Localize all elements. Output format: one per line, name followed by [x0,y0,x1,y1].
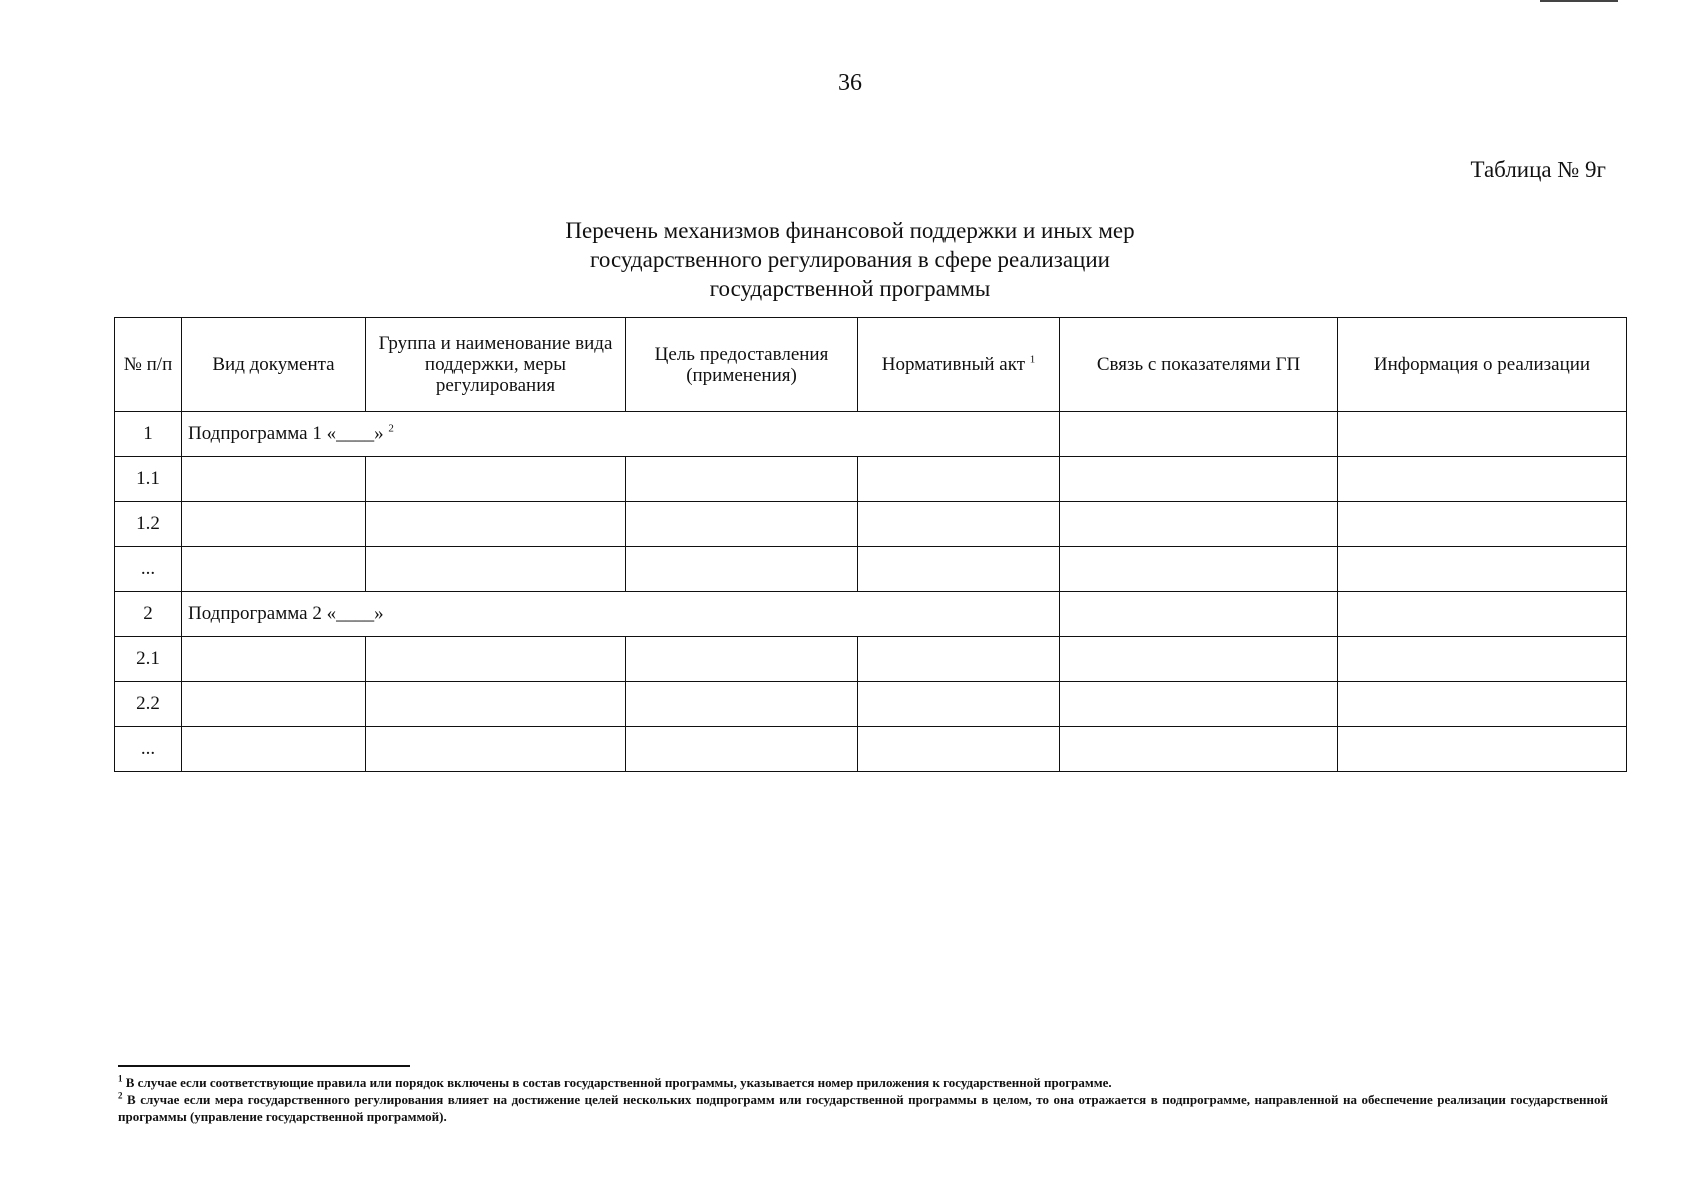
footnotes [118,1074,1608,1125]
header-cell-indicators: Связь с показателями ГП [1060,318,1338,412]
header-cell-purpose: Цель предоставления (применения) [626,318,858,412]
table-cell [366,502,626,547]
table-cell [1338,412,1627,457]
table-row [115,547,1627,592]
table-cell [366,547,626,592]
table-label: Таблица № 9г [1470,157,1606,182]
table-row [115,637,1627,682]
row-number: 2.1 [115,637,182,682]
table-cell [858,637,1060,682]
table-cell [1338,457,1627,502]
footnote-mark: 2 [118,1090,123,1101]
table-cell [1060,457,1338,502]
table-cell [366,457,626,502]
table-cell [626,502,858,547]
table-cell [1338,592,1627,637]
table-cell [182,727,366,772]
table-cell [182,682,366,727]
row-number: ... [115,547,182,592]
header-cell-document-type: Вид документа [182,318,366,412]
header-label: Нормативный акт [881,354,1026,375]
footnote-mark: 1 [118,1073,123,1084]
header-cell-number: № п/п [115,318,182,412]
table-cell [1060,547,1338,592]
table-cell [1060,592,1338,637]
table-row [115,682,1627,727]
footnote-separator [118,1065,410,1067]
subprogram-name: Подпрограмма 2 «____» [182,592,1060,637]
row-number: 1.1 [115,457,182,502]
table-cell [858,727,1060,772]
table-row [115,457,1627,502]
table-row [115,502,1627,547]
table-row [115,727,1627,772]
table-cell [626,682,858,727]
subprogram-label: Подпрограмма 1 «____» [188,423,384,444]
footnote [118,1091,1608,1125]
header-cell-support-group: Группа и наименование вида поддержки, меры регулирования [366,318,626,412]
corner-mark [1540,0,1618,2]
header-row [115,318,1627,412]
row-number: 2 [115,592,182,637]
table-cell [1060,727,1338,772]
table-cell [858,502,1060,547]
footnote-text: В случае если мера государственного регулирования влияет на достижение целей нескольких подпрограмм или государственной программы в целом, то она отражается в подпрограмме, направленной на обеспечение реализации государственной программы (управление государственной программой). [118,1092,1608,1124]
subprogram-name [182,412,1060,457]
table-cell [1338,502,1627,547]
table-cell [1338,727,1627,772]
table-cell [626,547,858,592]
subprogram-row [115,412,1627,457]
table-cell [1060,502,1338,547]
row-number: 1 [115,412,182,457]
table-cell [182,502,366,547]
table-cell [182,457,366,502]
table-cell [182,637,366,682]
table-cell [1338,682,1627,727]
subprogram-row [115,592,1627,637]
table-cell [1060,412,1338,457]
page-number: 36 [838,70,862,96]
row-number: 2.2 [115,682,182,727]
table-cell [626,727,858,772]
table-cell [366,682,626,727]
table-cell [1338,637,1627,682]
title-line: государственной программы [709,276,991,301]
table-cell [858,682,1060,727]
table-cell [626,637,858,682]
table-cell [366,727,626,772]
table-cell [626,457,858,502]
row-number: 1.2 [115,502,182,547]
table-cell [182,547,366,592]
footnote-mark: 1 [1029,353,1036,366]
table-cell [1338,547,1627,592]
table-cell [366,637,626,682]
footnote-mark: 2 [388,422,394,435]
table-cell [1060,682,1338,727]
document-title [420,216,1280,303]
header-cell-normative-act [858,318,1060,412]
table-cell [858,547,1060,592]
header-cell-implementation-info: Информация о реализации [1338,318,1627,412]
support-measures-table [114,317,1627,772]
footnote [118,1074,1608,1091]
row-number: ... [115,727,182,772]
title-line: государственного регулирования в сфере реализации [590,247,1110,272]
title-line: Перечень механизмов финансовой поддержки и иных мер [565,218,1135,243]
table-cell [858,457,1060,502]
table-cell [1060,637,1338,682]
footnote-text: В случае если соответствующие правила или порядок включены в состав государственной программы, указывается номер приложения к государственной программе. [125,1075,1112,1090]
